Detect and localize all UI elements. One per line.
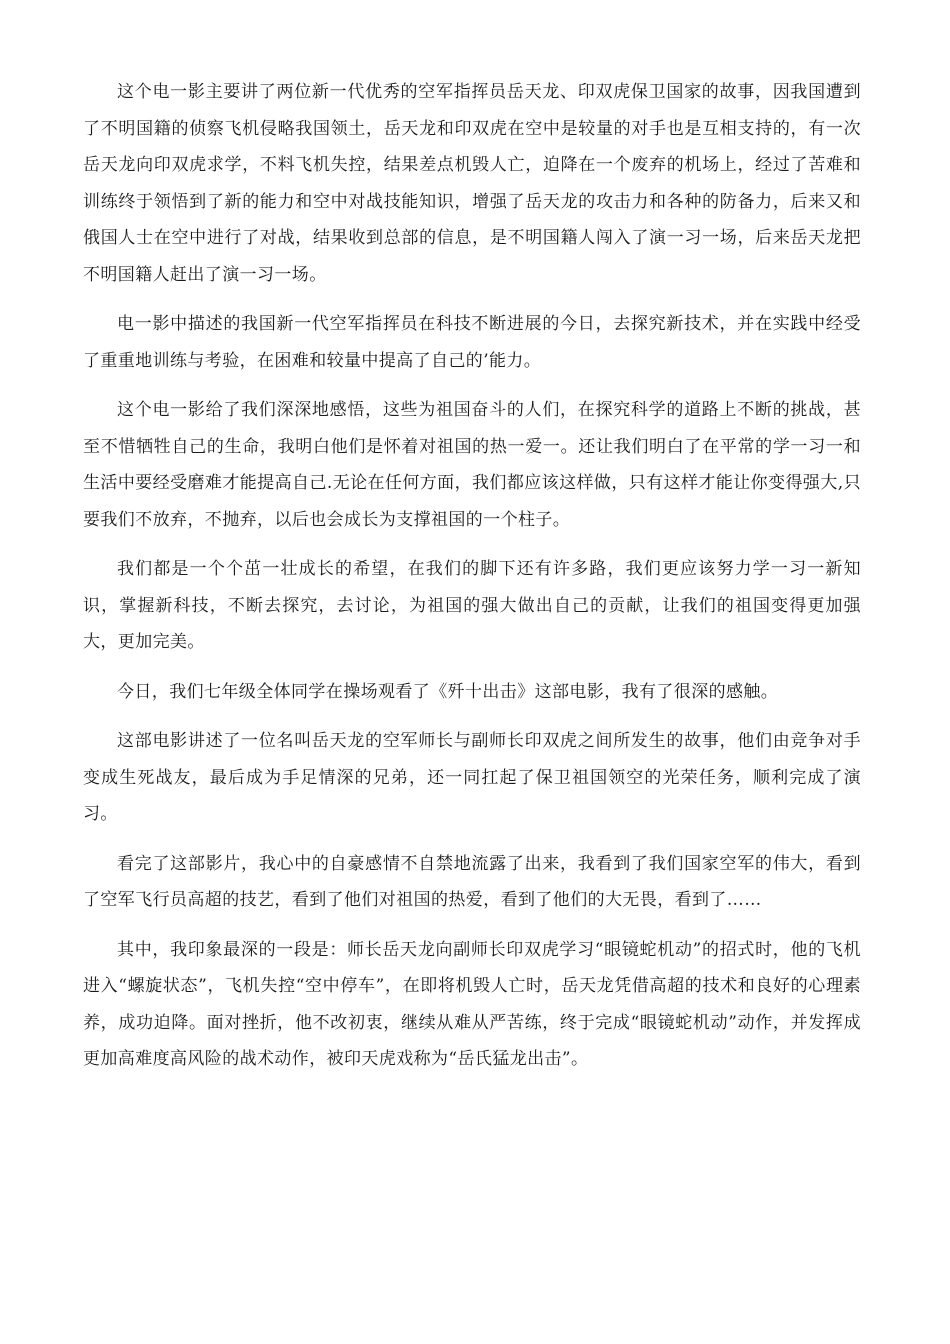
paragraph-1: 这个电一影主要讲了两位新一代优秀的空军指挥员岳天龙、印双虎保卫国家的故事，因我国遭到了不明国籍的侦察飞机侵略我国领土，岳天龙和印双虎在空中是较量的对手也是互相支持的，有一次岳天龙向印双虎求学，不料飞机失控，结果差点机毁人亡，迫降在一个废弃的机场上，经过了苦难和训练终于领悟到了新的能力和空中对战技能知识，增强了岳天龙的攻击力和各种的防备力，后来又和俄国人士在空中进行了对战，结果收到总部的信息，是不明国籍人闯入了演一习一场，后来岳天龙把不明国籍人赶出了演一习一场。 [83, 82, 861, 285]
paragraph-6: 这部电影讲述了一位名叫岳天龙的空军师长与副师长印双虎之间所发生的故事，他们由竞争对手变成生死战友，最后成为手足情深的兄弟，还一同扛起了保卫祖国领空的光荣任务，顺利完成了演习。 [83, 731, 861, 824]
paragraph-5: 今日，我们七年级全体同学在操场观看了《歼十出击》这部电影，我有了很深的感触。 [117, 681, 779, 702]
document-body [83, 74, 861, 1091]
paragraph-8: 其中，我印象最深的一段是：师长岳天龙向副师长印双虎学习“眼镜蛇机动”的招式时，他的飞机进入“螺旋状态”，飞机失控“空中停车”，在即将机毁人亡时，岳天龙凭借高超的技术和良好的心理素养，成功迫降。面对挫折，他不改初衷，继续从难从严苦练，终于完成“眼镜蛇机动”动作，并发挥成更加高难度高风险的战术动作，被印天虎戏称为“岳氏猛龙出击”。 [83, 939, 861, 1069]
paragraph-4: 我们都是一个个茁一壮成长的希望，在我们的脚下还有许多路，我们更应该努力学一习一新知识，掌握新科技，不断去探究，去讨论，为祖国的强大做出自己的贡献，让我们的祖国变得更加强大，更加完美。 [83, 559, 861, 652]
paragraph-7: 看完了这部影片，我心中的自豪感情不自禁地流露了出来，我看到了我们国家空军的伟大，看到了空军飞行员高超的技艺，看到了他们对祖国的热爱，看到了他们的大无畏，看到了…… [83, 853, 861, 910]
paragraph-3: 这个电一影给了我们深深地感悟，这些为祖国奋斗的人们，在探究科学的道路上不断的挑战，甚至不惜牺牲自己的生命，我明白他们是怀着对祖国的热一爱一。还让我们明白了在平常的学一习一和生活中要经受磨难才能提高自己.无论在任何方面，我们都应该这样做，只有这样才能让你变得强大,只要我们不放弃，不抛弃，以后也会成长为支撑祖国的一个柱子。 [83, 400, 861, 530]
paragraph-2: 电一影中描述的我国新一代空军指挥员在科技不断进展的今日，去探究新技术，并在实践中经受了重重地训练与考验，在困难和较量中提高了自己的’能力。 [83, 314, 861, 371]
